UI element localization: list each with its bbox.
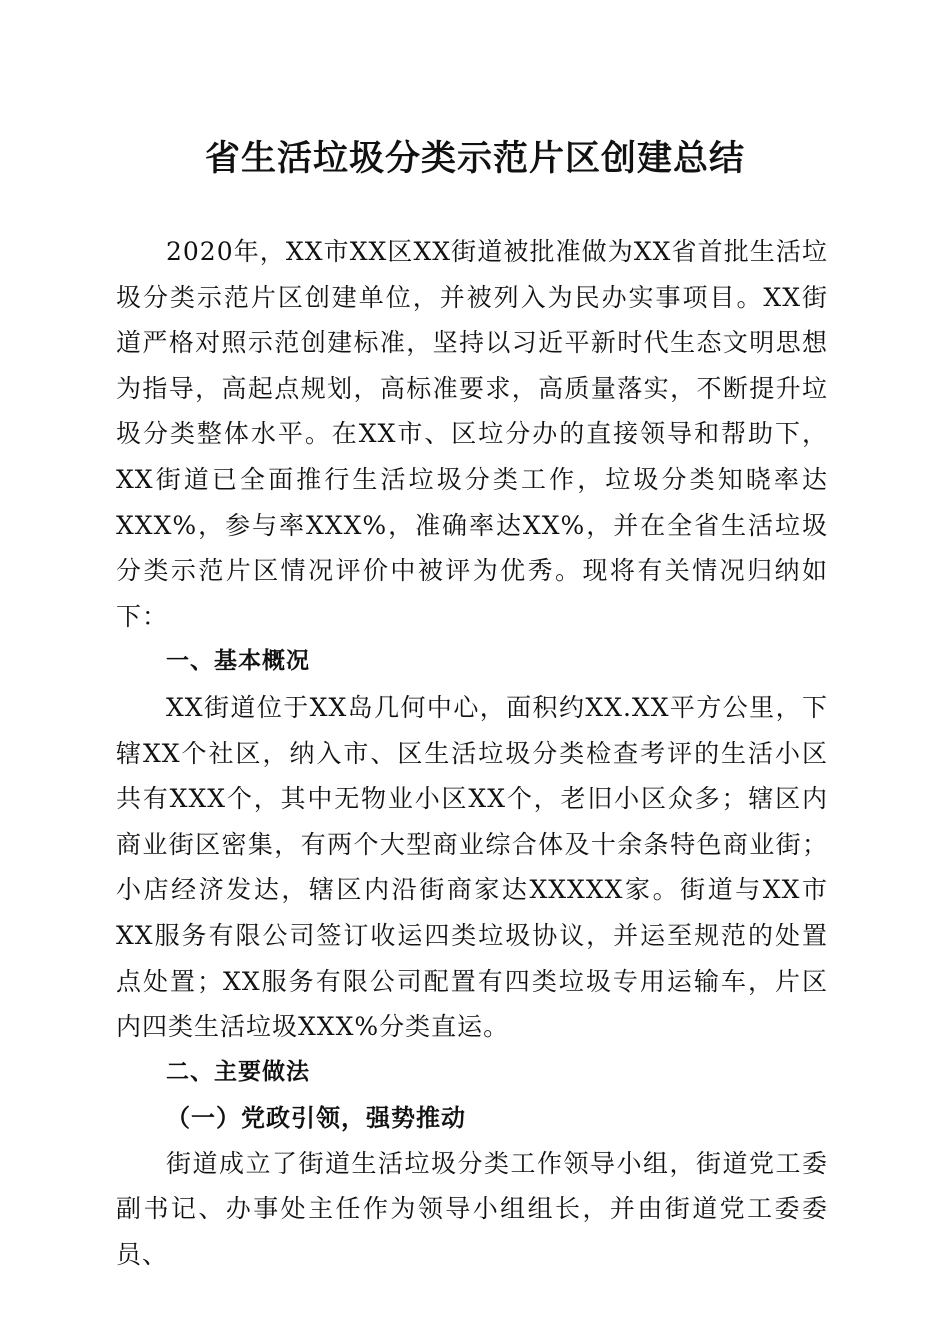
section-heading-basic-overview: 一、基本概况 xyxy=(166,648,310,675)
basic-overview-paragraph: XX街道位于XX岛几何中心，面积约XX.XX平方公里，下辖XX个社区，纳入市、区生活垃圾分类检查考评的生活小区共有XXX个，其中无物业小区XX个，老旧小区众多；辖区内商业街区密集，有两个大型商业综合体及十余条特色商业街；小店经济发达，辖区内沿街商家达XXXXX家。街道与XX市XX服务有限公司签订收运四类垃圾协议，并运至规范的处置点处置；XX服务有限公司配置有四类垃圾专用运输车，片区内四类生活垃圾XXX%分类直运。 xyxy=(116,692,828,1042)
section-heading-main-practices: 二、主要做法 xyxy=(166,1058,310,1085)
document-title: 省生活垃圾分类示范片区创建总结 xyxy=(204,138,745,179)
document-body xyxy=(116,229,828,1278)
party-leadership-paragraph: 街道成立了街道生活垃圾分类工作领导小组，街道党工委副书记、办事处主任作为领导小组组长，并由街道党工委委员、 xyxy=(116,1148,828,1270)
subsection-heading-party-leadership: （一）党政引领，强势推动 xyxy=(166,1103,466,1133)
intro-paragraph: 2020年，XX市XX区XX街道被批准做为XX省首批生活垃圾分类示范片区创建单位，并被列入为民办实事项目。XX街道严格对照示范创建标准，坚持以习近平新时代生态文明思想为指导，高起点规划，高标准要求，高质量落实，不断提升垃圾分类整体水平。在XX市、区垃分办的直接领导和帮助下，XX街道已全面推行生活垃圾分类工作，垃圾分类知晓率达XXX%，参与率XXX%，准确率达XX%，并在全省生活垃圾分类示范片区情况评价中被评为优秀。现将有关情况归纳如下： xyxy=(116,237,828,631)
